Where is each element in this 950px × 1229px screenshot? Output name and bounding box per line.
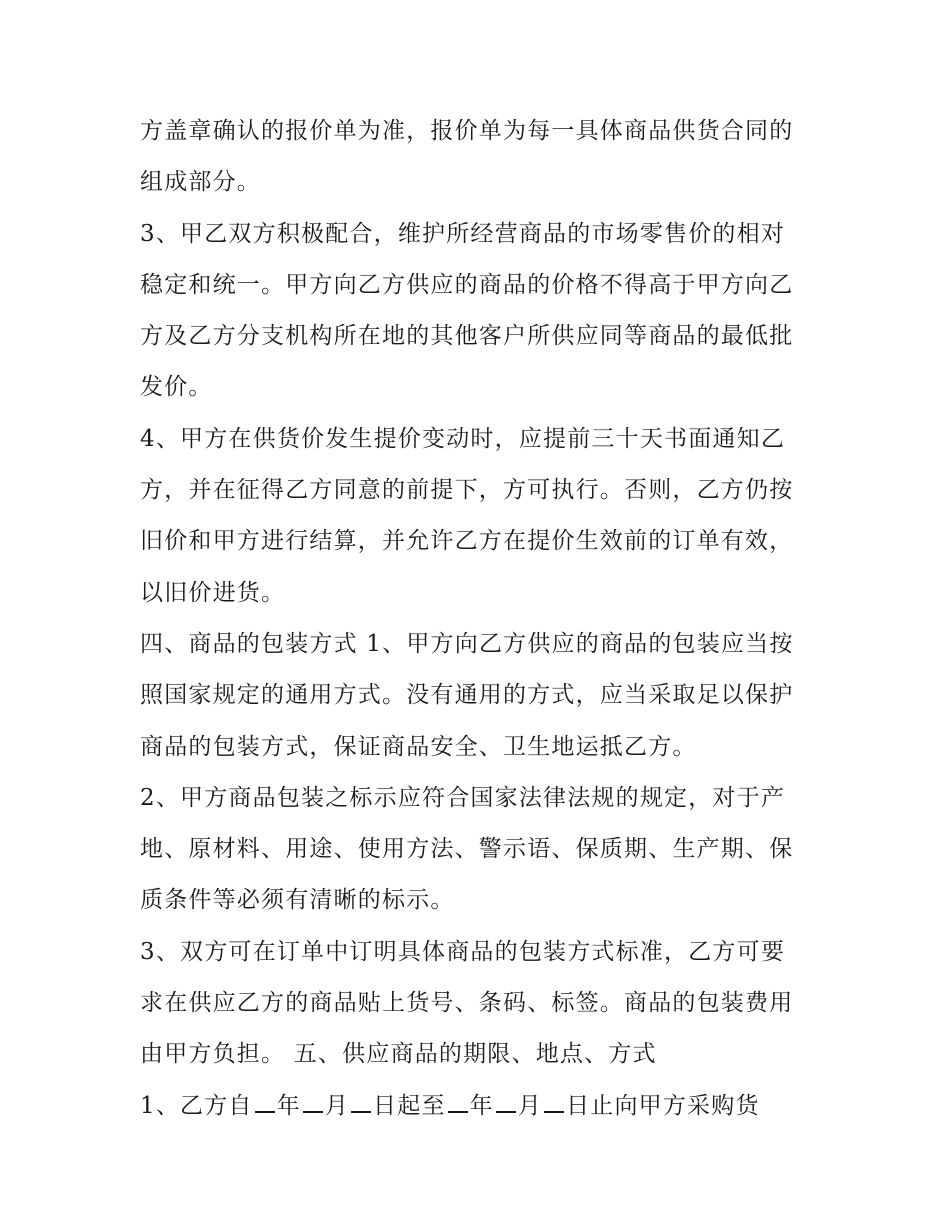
- text-line: 组成部分。: [140, 169, 261, 196]
- text-line: 照国家规定的通用方式。没有通用的方式，应当采取足以保护: [140, 682, 794, 709]
- blank-field-month-end: [496, 1093, 516, 1113]
- blank-field-day-end: [544, 1093, 564, 1113]
- text-line: 方及乙方分支机构所在地的其他客户所供应同等商品的最低批: [140, 323, 794, 350]
- year-label: 年: [469, 1092, 494, 1119]
- blank-field-month-start: [303, 1093, 323, 1113]
- text-line: 旧价和甲方进行结算，并允许乙方在提价生效前的订单有效，: [140, 528, 794, 555]
- text-line: 地、原材料、用途、使用方法、警示语、保质期、生产期、保: [140, 836, 794, 863]
- text-line: 3、甲乙双方积极配合，维护所经营商品的市场零售价的相对: [140, 220, 786, 247]
- text-line: 商品的包装方式，保证商品安全、卫生地运抵乙方。: [140, 733, 697, 760]
- text-line: 四、商品的包装方式 1、甲方向乙方供应的商品的包装应当按: [140, 630, 794, 657]
- text-line: 3、双方可在订单中订明具体商品的包装方式标准，乙方可要: [140, 938, 786, 965]
- text-line: 2、甲方商品包装之标示应符合国家法律法规的规定，对于产: [140, 784, 786, 811]
- blank-field-day-start: [351, 1093, 371, 1113]
- day-label: 日起至: [373, 1092, 446, 1119]
- document-body: [140, 106, 820, 1132]
- text-line: 发价。: [140, 374, 213, 401]
- text-line: 方盖章确认的报价单为准，报价单为每一具体商品供货合同的: [140, 118, 794, 144]
- text-line: 4、甲方在供货价发生提价变动时，应提前三十天书面通知乙: [140, 425, 786, 452]
- text-line: 以旧价进货。: [140, 579, 286, 606]
- month-label: 月: [517, 1092, 543, 1119]
- date-fill-line: [140, 1081, 820, 1132]
- text-line: 质条件等必须有清晰的标示。: [140, 887, 455, 914]
- text-line: 由甲方负担。 五、供应商品的期限、地点、方式: [140, 1041, 657, 1068]
- text-line: 求在供应乙方的商品贴上货号、条码、标签。商品的包装费用: [140, 990, 794, 1017]
- month-label: 月: [324, 1092, 350, 1119]
- blank-field-year-end: [448, 1093, 468, 1113]
- date-line-suffix: 日止向甲方采购货: [566, 1092, 760, 1119]
- blank-field-year-start: [255, 1093, 275, 1113]
- text-line: 稳定和统一。甲方向乙方供应的商品的价格不得高于甲方向乙: [140, 271, 794, 298]
- date-line-prefix: 1、乙方自: [140, 1092, 253, 1119]
- text-line: 方，并在征得乙方同意的前提下，方可执行。否则，乙方仍按: [140, 477, 794, 504]
- year-label: 年: [276, 1092, 301, 1119]
